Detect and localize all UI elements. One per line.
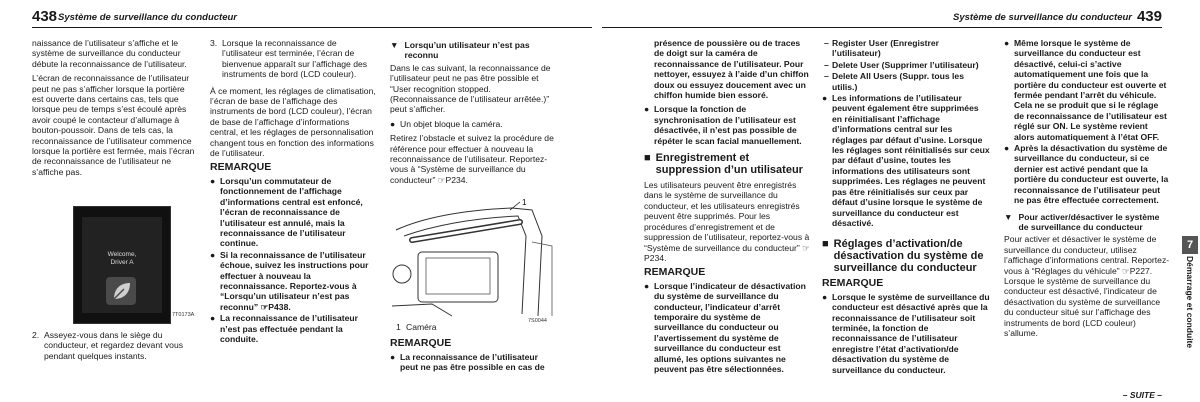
- step-2: [32, 330, 196, 361]
- right-page-header: [602, 6, 1162, 28]
- paragraph-registration: Les utilisateurs peuvent être enregistrés dans le système de surveillance du conducteur, et les utilisateurs enregistrés peuvent être supprimés. Pour les procédures d’enregistrement et de suppression de l’utilisateur, reportez-vous à “Système de surveillance du conducteur” ☞P234.: [644, 180, 810, 263]
- diagram-callout-1: 1: [522, 198, 527, 207]
- right-column-2: [822, 38, 990, 376]
- menu-option-item: – Register User (Enregistrer l’utilisateur): [824, 38, 939, 59]
- step-2-text: Asseyez-vous dans le siège du conducteur, et regardez devant vous pendant quelques instants.: [44, 330, 184, 361]
- diagram-reference-code: 7S0044: [528, 318, 547, 324]
- display-screen: [82, 217, 162, 313]
- welcome-text: Welcome, Driver A: [107, 251, 137, 266]
- remark-bullet-text: La reconnaissance de l’utilisateur n’est pas effectuée pendant la conduite.: [220, 313, 359, 344]
- page-number-left: 438: [32, 8, 58, 25]
- bullet-camera-blocked: ● Un objet bloque la caméra.: [390, 118, 503, 129]
- camera-location-diagram: [392, 196, 558, 318]
- remark-bullet-text: Si la reconnaissance de l’utilisateur échoue, suivez les instructions pour effectuer à nouveau la reconnaissance. Reportez-vous à “Lorsqu’un utilisateur n’est pas reconnu” ☞P438.: [220, 249, 369, 312]
- chapter-tab: 7: [1182, 236, 1198, 254]
- remarque-heading: REMARQUE: [390, 337, 452, 350]
- paragraph-door-open-note: L’écran de reconnaissance de l’utilisateur peut ne pas s’afficher lorsque la portière est ouverte dans certains cas, tels que lorsque peu de temps s’est écoulé après avoir coupé le contacteur d’allumage à bouton-poussoir. Dans de tels cas, la reconnaissance de l’utilisateur commence lorsque la portière est fermée, mais l’écran de reconnaissance de l’utilisateur ne s’affiche pas.: [32, 73, 195, 177]
- paragraph-not-recognized: Dans le cas suivant, la reconnaissance de l’utilisateur peut ne pas être possible et “User recognition stopped. (Reconnaissance de l’utilisateur arrêtée.)” peut s’afficher.: [390, 62, 551, 115]
- page-number-right: 439: [1136, 8, 1162, 25]
- remark-bullet: ● Les informations de l’utilisateur peuvent également être supprimées en réinitialisant l’affichage d’informations central sur les réglages par défaut d’usine. Lorsque les réglages sont réinitialisés sur ceux par défaut d’usine, toutes les informations des utilisateurs sont supprimées. Les réglages ne peuvent pas être réinitialisés sur ceux par défaut d’usine lorsque le système de surveillance du conducteur est désactivé.: [822, 93, 990, 228]
- leaf-logo-icon: [106, 277, 136, 305]
- remarque-heading: REMARQUE: [822, 277, 884, 290]
- remark-bullet: ● Lorsqu’un commutateur de fonctionnement de l’affichage d’informations central est enfoncé, l’écran de reconnaissance de l’utilisateur est annulé, mais la reconnaissance de l’utilisateur continue.: [210, 176, 376, 249]
- remark-bullet: ● Même lorsque le système de surveillance du conducteur est désactivé, celui-ci s’active automatiquement une fois que la portière du conducteur est ouverte et fermée pendant l’arrêt du véhicule. Cela ne se produit que si le réglage de reconnaissance de l’utilisateur est réglé sur ON. Le système revient alors automatiquement à l’état OFF.: [1004, 38, 1167, 142]
- subheading-activate-deactivate: ▼ Pour activer/désactiver le système de surveillance du conducteur: [1004, 211, 1160, 232]
- continued-marker: – SUITE –: [1122, 390, 1162, 400]
- paragraph-activate-deactivate: Pour activer et désactiver le système de surveillance du conducteur, utilisez l’affichage d’informations central. Reportez-vous à “Réglages du véhicule” ☞P227. Lorsque le système de surveillance du conducteur est désactivé, l’indicateur de désactivation du système de surveillance du conducteur situé sur l’affichage des instruments de bord (LCD couleur) s’allume.: [1004, 234, 1170, 338]
- welcome-screen-photo: [73, 206, 171, 324]
- remark-bullet-text: Lorsqu’un commutateur de fonctionnement de l’affichage d’informations central est enfoncé, l’écran de reconnaissance de l’utilisateur est annulé, mais la reconnaissance de l’utilisateur continue.: [220, 175, 363, 249]
- step-3-text: Lorsque la reconnaissance de l’utilisateur est terminée, l’écran de bienvenue apparaît sur l’affichage des instruments de bord (LCD couleur).: [222, 38, 368, 80]
- page-header-title-left: Système de surveillance du conducteur: [58, 12, 237, 23]
- diagram-caption: 1 Caméra: [396, 322, 437, 332]
- remark-bullet: ● La reconnaissance de l’utilisateur n’est pas effectuée pendant la conduite.: [210, 313, 376, 344]
- menu-option-item: – Delete All Users (Suppr. tous les utilis.): [824, 71, 964, 92]
- left-column-2: [210, 38, 376, 345]
- remark-bullet: ● Lorsque la fonction de synchronisation de l’utilisateur est désactivée, il n’est pas possible de répéter le scan facial manuellement.: [644, 104, 802, 146]
- right-column-3: [1004, 38, 1170, 342]
- subheading-user-not-recognized: ▼ Lorsqu’un utilisateur n’est pas reconnu: [390, 40, 530, 61]
- remarque-heading: REMARQUE: [210, 161, 272, 174]
- paragraph-settings-change: À ce moment, les réglages de climatisation, l’écran de base de l’affichage des instruments de bord (LCD couleur), l’écran de base de l’affichage d’informations central, et les réglages de personnalisation changent tous en fonction des informations de l’utilisateur.: [210, 85, 376, 159]
- left-page-header: [32, 6, 592, 28]
- photo-reference-code: 7T0173A: [172, 312, 195, 318]
- section-heading-registration: ■ Enregistrement et suppression d’un utilisateur: [644, 152, 803, 177]
- remarque-heading: REMARQUE: [644, 266, 706, 279]
- right-column-1: [644, 38, 810, 375]
- remark-bullet: ● Si la reconnaissance de l’utilisateur échoue, suivez les instructions pour effectuer à nouveau la reconnaissance. Reportez-vous à “Lorsqu’un utilisateur n’est pas reconnu” ☞P438.: [210, 250, 376, 312]
- paragraph-remove-obstacle: Retirez l’obstacle et suivez la procédure de référence pour effectuer à nouveau la reconnaissance de l’utilisateur. Reportez-vous à “Système de surveillance du conducteur” ☞P234.: [390, 133, 554, 185]
- right-page: [600, 0, 1200, 402]
- step-3-number: 3.: [210, 38, 218, 48]
- paragraph-recognition-display: naissance de l’utilisateur s’affiche et le système de surveillance du conducteur débute la reconnaissance de l’utilisateur.: [32, 38, 187, 69]
- left-column-3-lower: [390, 322, 558, 374]
- remark-bullet: ● Lorsque le système de surveillance du conducteur est désactivé après que la reconnaissance de l’utilisateur soit terminée, la fonction de reconnaissance de l’utilisateur enregistre l’état d’activation/de désactivation du système de surveillance du conducteur.: [822, 291, 990, 375]
- remark-bullet: ● La reconnaissance de l’utilisateur peut ne pas être possible en cas de: [390, 351, 545, 373]
- step-2-number: 2.: [32, 330, 40, 340]
- remark-bullet: ● Lorsque l’indicateur de désactivation du système de surveillance du conducteur, l’indicateur d’arrêt temporaire du système de surveillance du conducteur ou l’avertissement du système de surveillance du conducteur est allumé, les options suivantes ne peuvent pas être sélectionnées.: [644, 280, 806, 374]
- section-heading-activation: ■ Réglages d’activation/de désactivation du système de surveillance du conducteur: [822, 238, 984, 275]
- remark-bullet: ● Après la désactivation du système de surveillance du conducteur, si ce dernier est activé pendant que la portière du conducteur est ouverte, la reconnaissance de l’utilisateur peut ne pas être effectuée correctement.: [1004, 143, 1169, 206]
- left-column-1: [32, 38, 196, 181]
- menu-option-item: – Delete User (Supprimer l’utilisateur): [824, 59, 979, 70]
- remark-continuation: présence de poussière ou de traces de doigt sur la caméra de reconnaissance de l’utilisateur. Pour nettoyer, essuyez à l’aide d’un chiffon doux ou essuyez doucement avec un chiffon humide bien essoré.: [654, 38, 809, 101]
- left-column-3: [390, 38, 558, 189]
- page-header-title-right: Système de surveillance du conducteur: [953, 12, 1132, 23]
- chapter-label: Démarrage et conduite: [1185, 256, 1195, 349]
